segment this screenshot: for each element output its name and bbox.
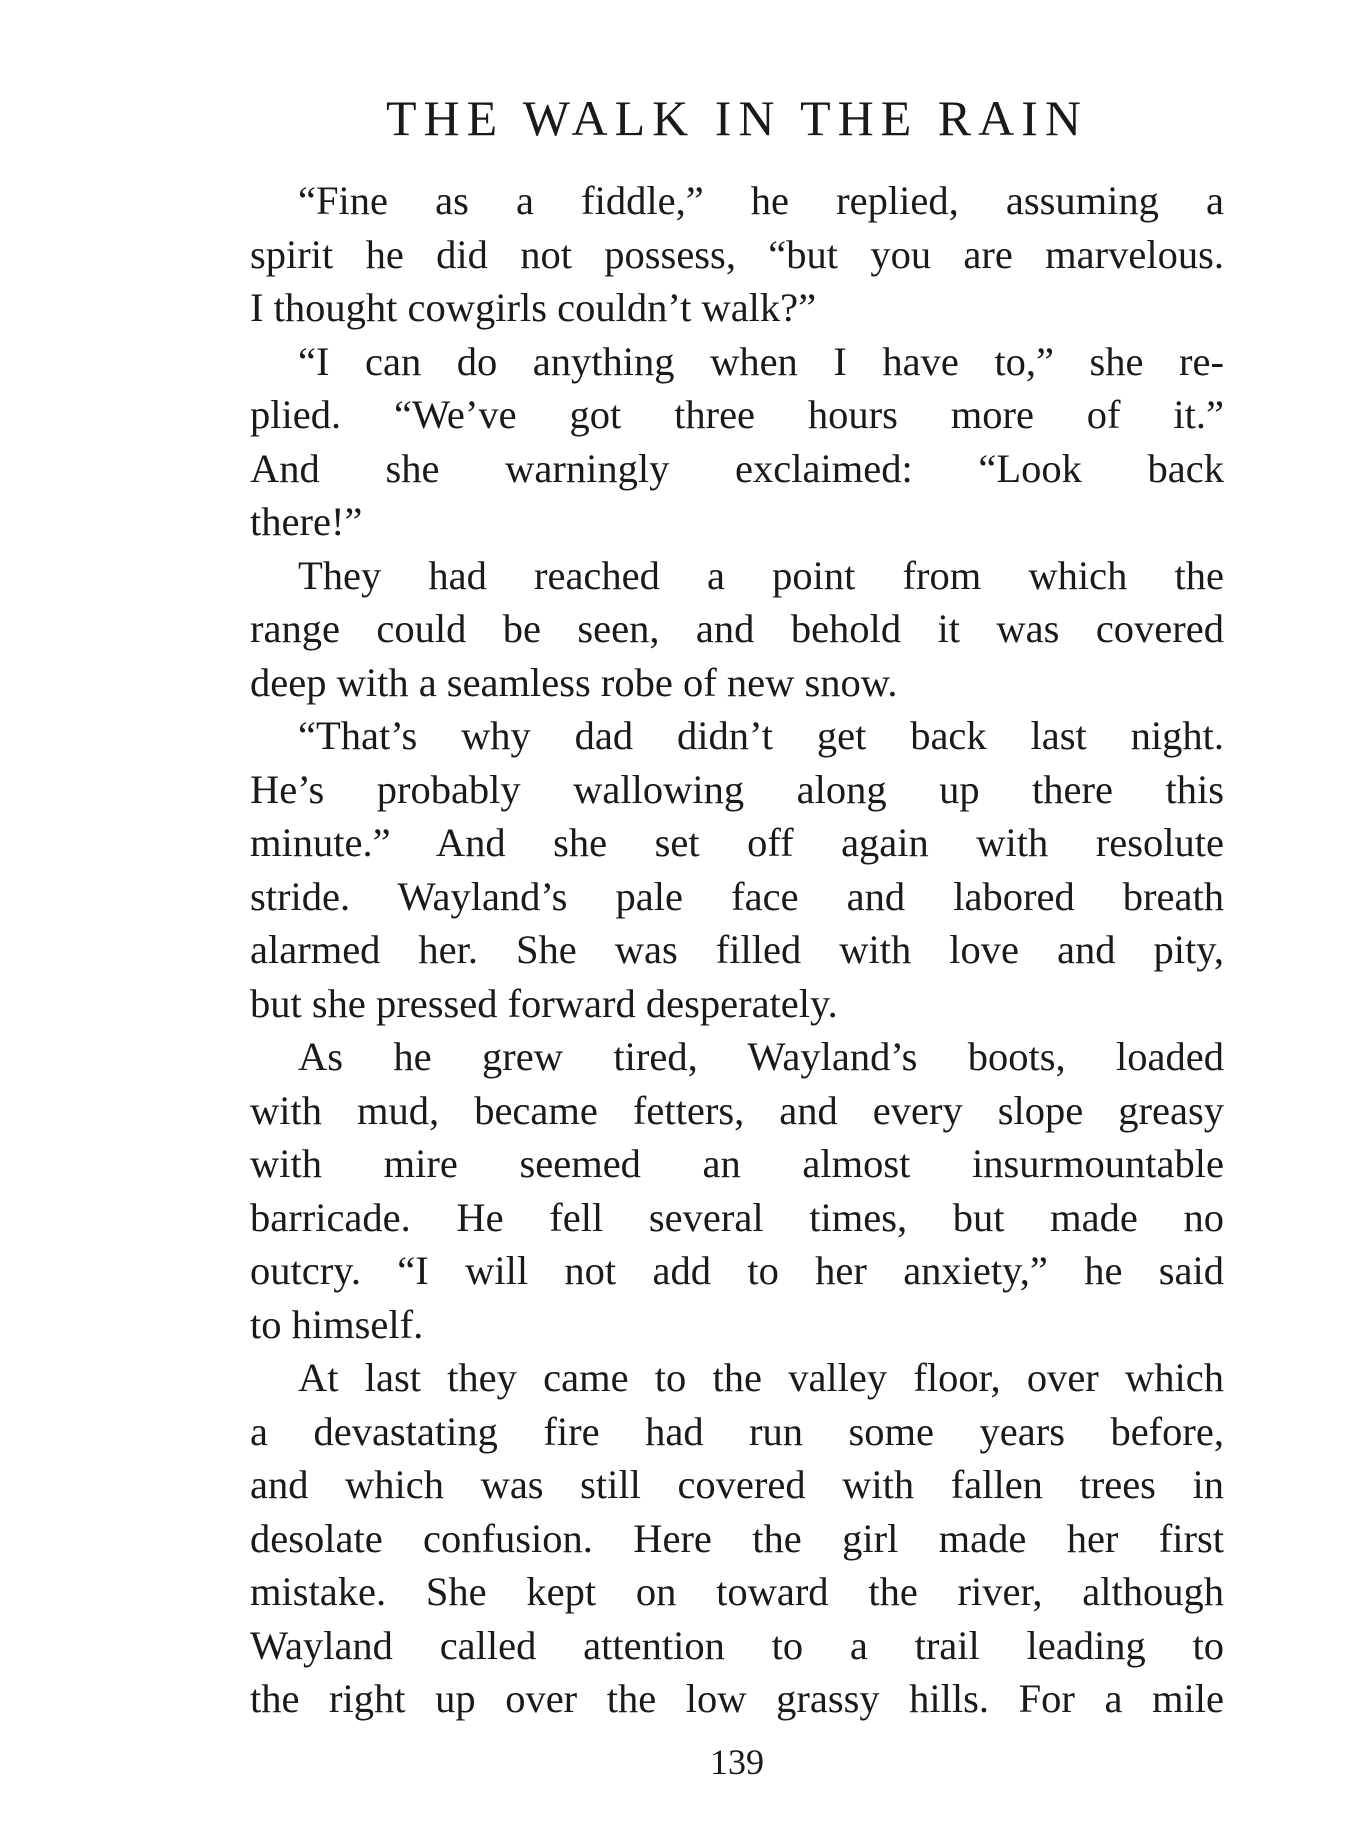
paragraph <box>250 1030 1224 1351</box>
text-line: desolate confusion. Here the girl made her first <box>250 1515 1224 1561</box>
text-line: deep with a seamless robe of new snow. <box>250 659 898 705</box>
text-line: to himself. <box>250 1301 424 1347</box>
text-line: alarmed her. She was filled with love and pity, <box>250 927 1224 972</box>
running-head: THE WALK IN THE RAIN <box>386 90 1088 146</box>
text-line: “Fine as a fiddle,” he replied, assuming a <box>298 178 1224 223</box>
text-line: the right up over the low grassy hills. For a mile <box>250 1676 1224 1721</box>
text-line: and which was still covered with fallen trees in <box>250 1462 1224 1507</box>
paragraph <box>250 709 1224 1030</box>
text-line: range could be seen, and behold it was covered <box>250 606 1224 651</box>
text-line: barricade. He fell several times, but made no <box>250 1194 1224 1240</box>
text-line: Wayland called attention to a trail leading to <box>250 1622 1224 1668</box>
text-line: a devastating fire had run some years before, <box>250 1408 1224 1454</box>
text-line: there!” <box>250 499 363 544</box>
text-line: As he grew tired, Wayland’s boots, loaded <box>298 1034 1224 1079</box>
text-line: plied. “We’ve got three hours more of it.” <box>250 392 1224 437</box>
text-line: And she warningly exclaimed: “Look back <box>250 445 1224 491</box>
text-line: He’s probably wallowing along up there this <box>250 766 1224 812</box>
paragraph <box>250 174 1224 335</box>
text-line: “That’s why dad didn’t get back last night. <box>298 713 1224 758</box>
paragraph <box>250 1351 1224 1726</box>
text-line: spirit he did not possess, “but you are marvelous. <box>250 231 1224 277</box>
text-line: minute.” And she set off again with resolute <box>250 820 1224 865</box>
text-line: but she pressed forward desperately. <box>250 980 838 1026</box>
text-line: stride. Wayland’s pale face and labored breath <box>250 873 1224 919</box>
page-number: 139 <box>710 1742 764 1782</box>
text-line: “I can do anything when I have to,” she re- <box>298 338 1224 384</box>
text-line: mistake. She kept on toward the river, although <box>250 1569 1224 1614</box>
paragraph <box>250 335 1224 549</box>
text-line: with mud, became fetters, and every slope greasy <box>250 1087 1224 1133</box>
text-line: They had reached a point from which the <box>298 552 1224 598</box>
body-text <box>250 174 1224 1726</box>
paragraph <box>250 549 1224 710</box>
text-line: outcry. “I will not add to her anxiety,” he said <box>250 1248 1224 1293</box>
text-line: At last they came to the valley floor, over which <box>298 1355 1224 1400</box>
text-line: I thought cowgirls couldn’t walk?” <box>250 285 817 330</box>
text-line: with mire seemed an almost insurmountable <box>250 1141 1224 1186</box>
